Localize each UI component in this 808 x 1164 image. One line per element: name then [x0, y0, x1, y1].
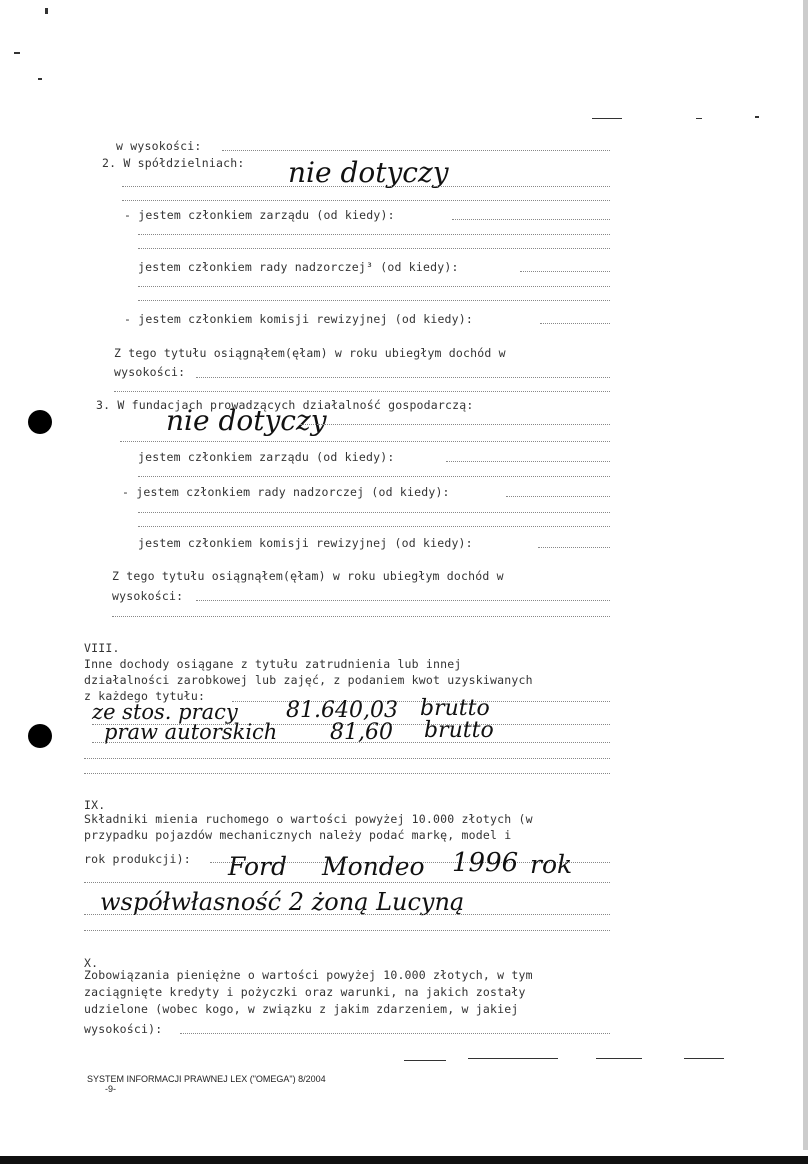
scan-speck — [404, 1060, 446, 1061]
f-audit-member-label: jestem członkiem komisji rewizyjnej (od kiedy): — [138, 536, 473, 550]
fill-line — [196, 377, 610, 378]
height-label: w wysokości: — [116, 139, 202, 153]
cooperatives-label: 2. W spółdzielniach: — [102, 156, 245, 170]
scan-edge — [803, 0, 808, 1150]
fill-line — [196, 600, 610, 601]
fill-line — [84, 758, 610, 759]
section-text: Zobowiązania pieniężne o wartości powyżej 10.000 złotych, w tym — [84, 968, 533, 982]
handwritten-answer: Mondeo — [322, 852, 425, 881]
page-number: -9- — [105, 1084, 117, 1094]
fill-line — [84, 773, 610, 774]
handwritten-answer: nie dotyczy — [166, 404, 327, 437]
f-board-member-label: jestem członkiem zarządu (od kiedy): — [138, 450, 395, 464]
fill-line — [452, 219, 610, 220]
fill-line — [138, 234, 610, 235]
section-numeral: IX. — [84, 798, 106, 812]
handwritten-answer: 81,60 — [330, 720, 393, 745]
fill-line — [138, 512, 610, 513]
fill-line — [138, 476, 610, 477]
fill-line — [120, 441, 610, 442]
handwritten-answer: współwłasność 2 żoną Lucyną — [100, 888, 465, 916]
handwritten-answer: ze stos. pracy — [92, 700, 238, 724]
scan-speck — [684, 1058, 724, 1059]
fill-line — [122, 200, 610, 201]
fill-line — [300, 424, 610, 425]
fill-line — [506, 496, 610, 497]
income-text: wysokości: — [114, 365, 186, 379]
section-numeral: VIII. — [84, 641, 120, 655]
section-text: Składniki mienia ruchomego o wartości powyżej 10.000 złotych (w — [84, 812, 533, 826]
scan-speck — [596, 1058, 642, 1059]
handwritten-answer: rok — [530, 850, 573, 879]
fill-line — [222, 150, 610, 151]
section-text: udzielone (wobec kogo, w związku z jakim zdarzeniem, w jakiej — [84, 1002, 519, 1016]
fill-line — [84, 930, 610, 931]
handwritten-answer: 1996 — [452, 848, 519, 878]
fill-line — [92, 742, 610, 743]
scan-speck — [14, 52, 20, 54]
punch-hole — [28, 724, 52, 748]
scan-speck — [696, 118, 702, 119]
fill-line — [138, 526, 610, 527]
scan-speck — [45, 8, 48, 14]
section-text: z każdego tytułu: — [84, 689, 206, 703]
board-member-label: - jestem członkiem zarządu (od kiedy): — [124, 208, 395, 222]
section-text: Inne dochody osiągane z tytułu zatrudnienia lub innej — [84, 657, 462, 671]
fill-line — [114, 391, 610, 392]
scan-speck — [755, 116, 759, 118]
fill-line — [122, 186, 610, 187]
handwritten-answer: 81.640,03 — [286, 698, 398, 723]
fill-line — [138, 300, 610, 301]
fill-line — [180, 1033, 610, 1034]
f-income-text: Z tego tytułu osiągnąłem(ęłam) w roku ubiegłym dochód w — [112, 569, 504, 583]
fill-line — [84, 914, 610, 915]
fill-line — [138, 286, 610, 287]
fill-line — [520, 271, 610, 272]
fill-line — [84, 882, 610, 883]
scan-speck — [468, 1058, 558, 1059]
handwritten-answer: nie dotyczy — [288, 156, 449, 189]
document-footer — [82, 1064, 326, 1094]
f-income-text: wysokości: — [112, 589, 184, 603]
f-supervisory-member-label: - jestem członkiem rady nadzorczej (od kiedy): — [122, 485, 450, 499]
fill-line — [138, 248, 610, 249]
foundations-label: 3. W fundacjach prowadzących działalność gospodarczą: — [96, 398, 474, 412]
scan-speck — [592, 118, 622, 119]
section-text: przypadku pojazdów mechanicznych należy podać markę, model i — [84, 828, 512, 842]
handwritten-answer: praw autorskich — [104, 720, 278, 744]
section-text: zaciągnięte kredyty i pożyczki oraz warunki, na jakich zostały — [84, 985, 526, 999]
audit-member-label: - jestem członkiem komisji rewizyjnej (od kiedy): — [124, 312, 474, 326]
income-text: Z tego tytułu osiągnąłem(ęłam) w roku ubiegłym dochód w — [114, 346, 506, 360]
fill-line — [538, 547, 610, 548]
fill-line — [112, 616, 610, 617]
handwritten-answer: brutto — [420, 696, 490, 721]
section-numeral: X. — [84, 956, 99, 970]
handwritten-answer: Ford — [228, 852, 287, 881]
scan-bottom-edge — [0, 1156, 808, 1164]
fill-line — [446, 461, 610, 462]
punch-hole — [28, 410, 52, 434]
handwritten-answer: brutto — [424, 718, 494, 743]
fill-line — [540, 323, 610, 324]
section-text: działalności zarobkowej lub zajęć, z podaniem kwot uzyskiwanych — [84, 673, 533, 687]
supervisory-member-label: jestem członkiem rady nadzorczej³ (od kiedy): — [138, 260, 459, 274]
scan-speck — [38, 78, 42, 80]
section-text: rok produkcji): — [84, 852, 191, 866]
footer-source: SYSTEM INFORMACJI PRAWNEJ LEX ("OMEGA") 8/2004 — [87, 1074, 326, 1084]
section-text: wysokości): — [84, 1022, 163, 1036]
